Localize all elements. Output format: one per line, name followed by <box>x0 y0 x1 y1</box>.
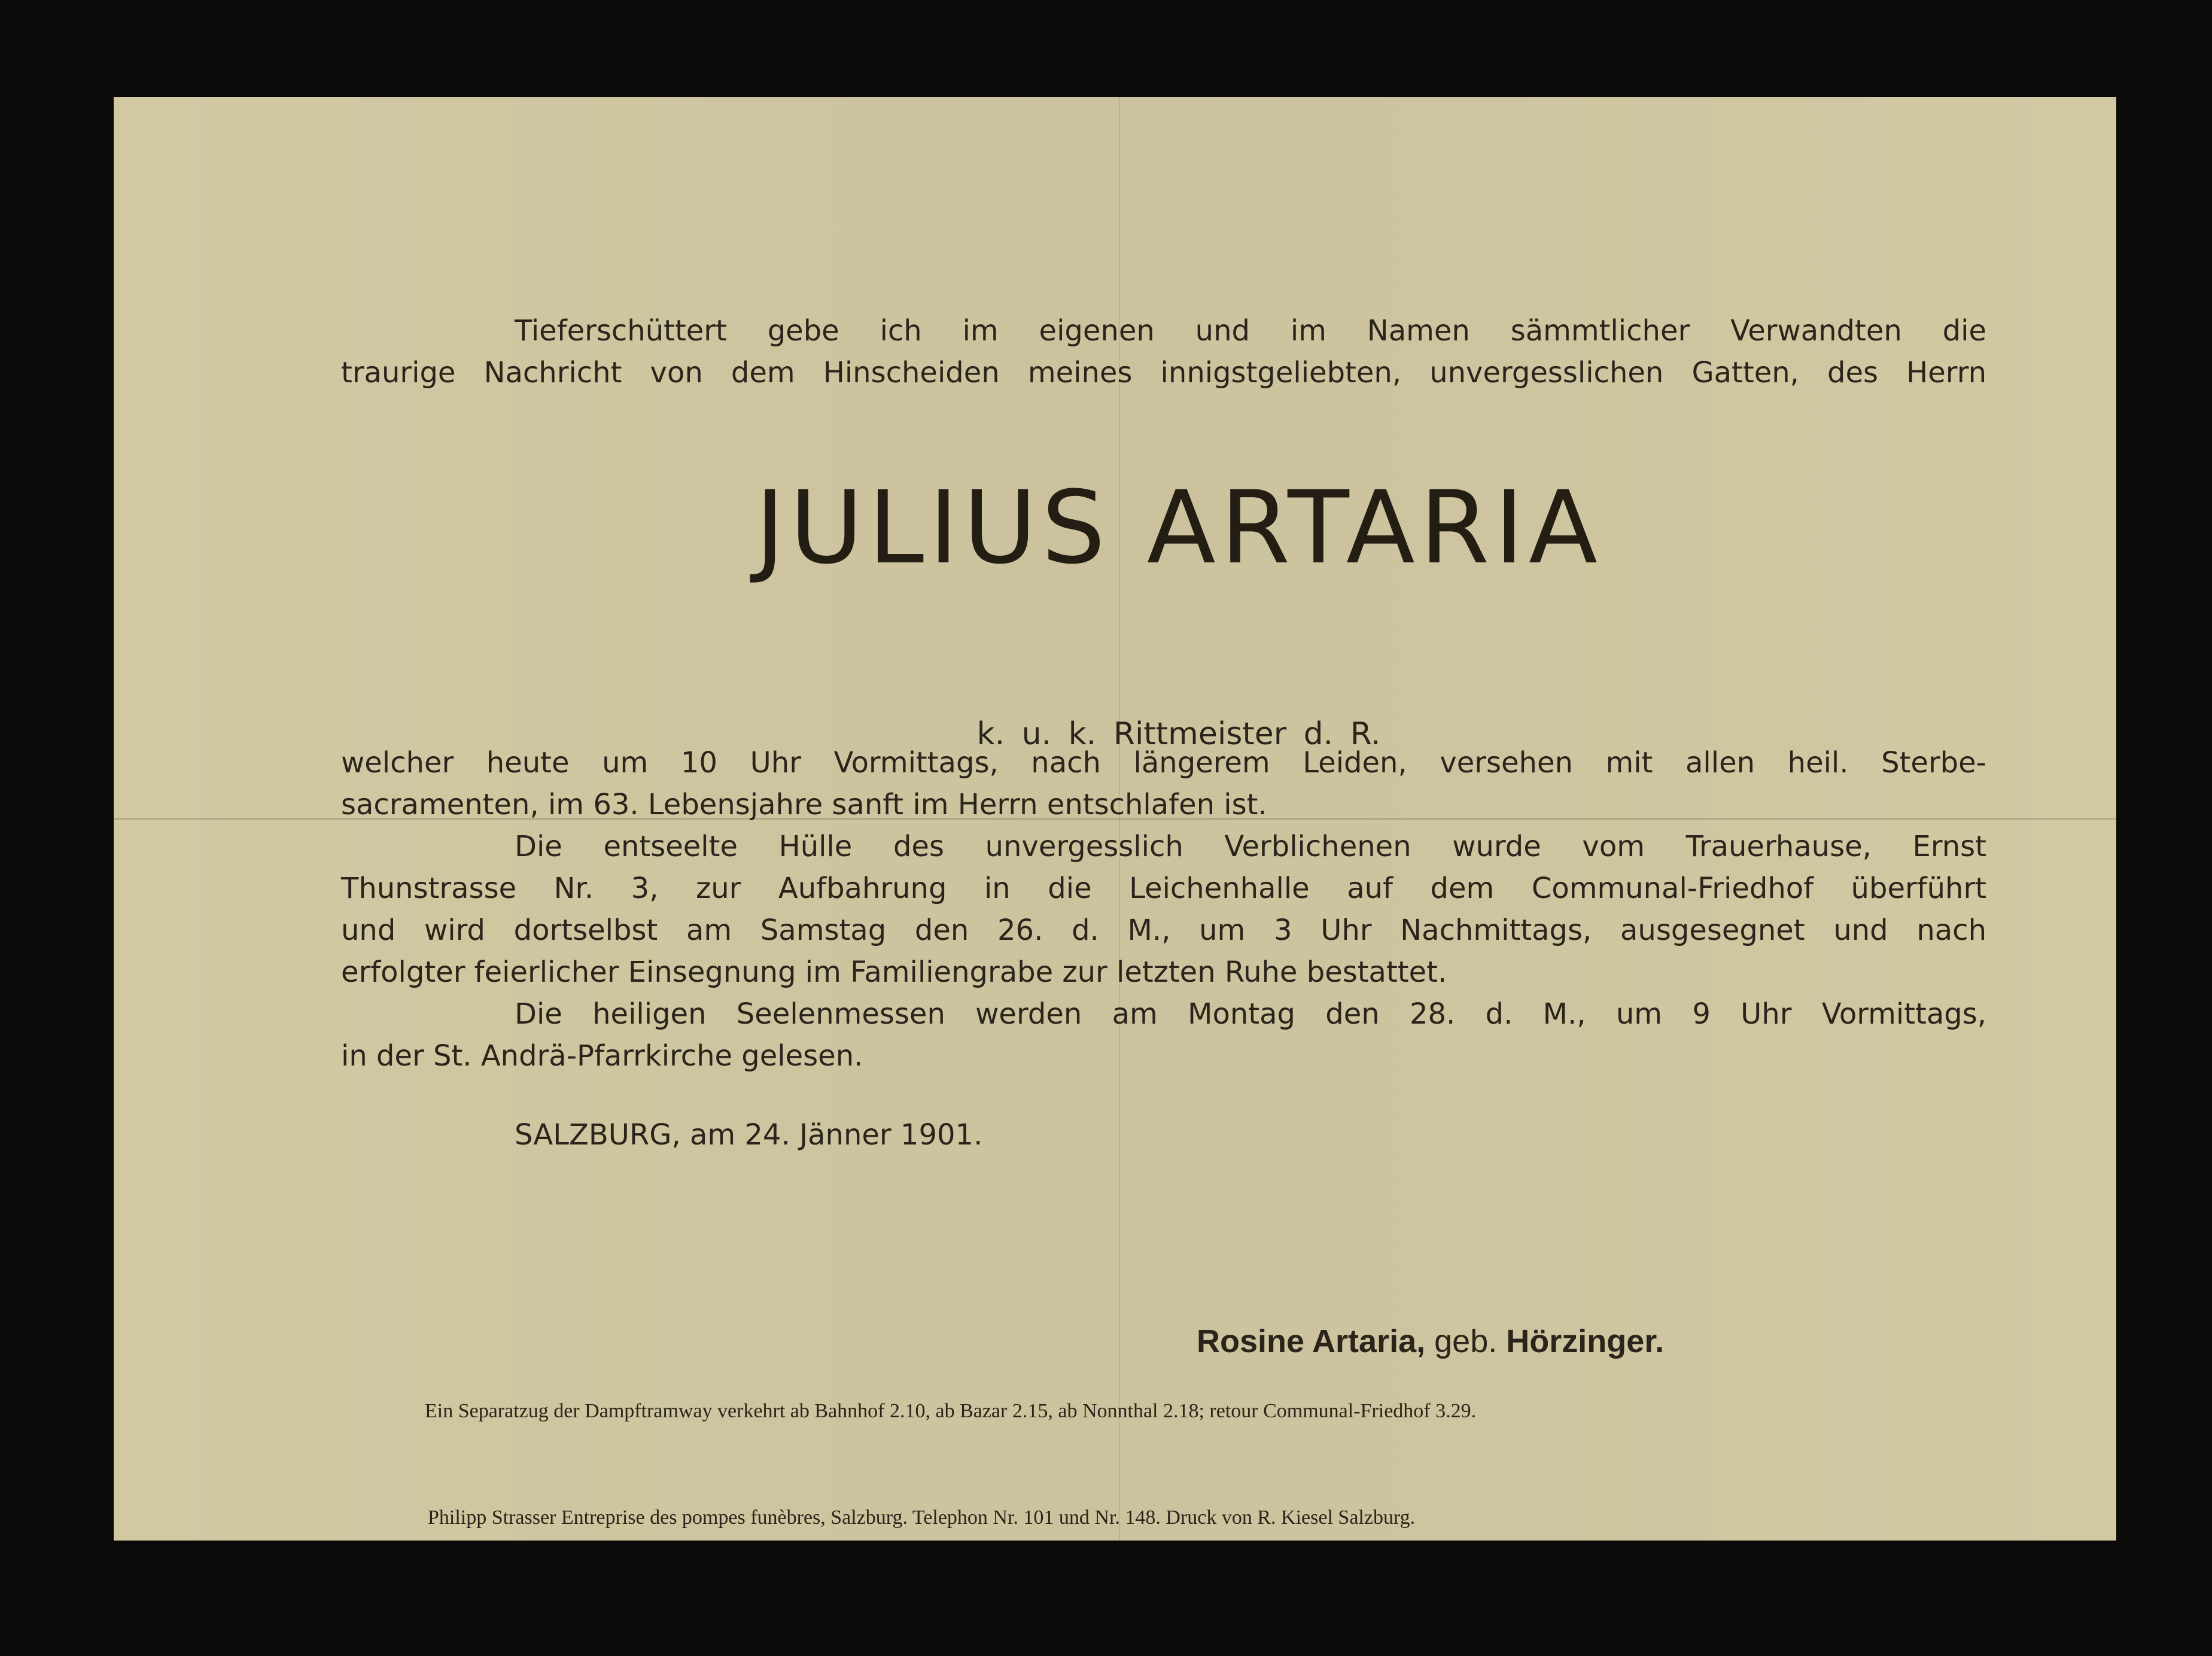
tram-note: Ein Separatzug der Dampftramway verkehrt ab Bahnhof 2.10, ab Bazar 2.15, ab Nonnthal 2.18; retour Communal-Friedhof 3.29. <box>425 1400 1477 1422</box>
body-line-3: Die entseelte Hülle des unvergesslich Verblichenen wurde vom Trauerhause, Ernst <box>515 830 1986 863</box>
body-line-2: sacramenten, im 63. Lebensjahre sanft im Herrn entschlafen ist. <box>341 788 1267 821</box>
deceased-name: JULIUS ARTARIA <box>755 469 1602 586</box>
signature-middle: geb. <box>1425 1323 1507 1359</box>
signature <box>1197 1317 1664 1365</box>
place-date: SALZBURG, am 24. Jänner 1901. <box>515 1118 983 1152</box>
body-line-5: und wird dortselbst am Samstag den 26. d. M., um 3 Uhr Nachmittags, ausgesegnet und nach <box>341 914 1986 947</box>
signature-name: Rosine Artaria, <box>1197 1323 1426 1359</box>
funeral-notice-paper <box>114 97 2116 1541</box>
deceased-rank: k. u. k. Rittmeister d. R. <box>976 716 1381 752</box>
intro-line-1: Tieferschüttert gebe ich im eigenen und im Namen sämmtlicher Verwandten die <box>515 314 1986 348</box>
intro-line-2: traurige Nachricht von dem Hinscheiden meines innigstgeliebten, unvergesslichen Gatten, des Herrn <box>341 356 1986 389</box>
body-line-1: welcher heute um 10 Uhr Vormittags, nach längerem Leiden, versehen mit allen heil. Sterbe- <box>341 746 1986 780</box>
body-line-8: in der St. Andrä-Pfarrkirche gelesen. <box>341 1039 863 1073</box>
body-line-7: Die heiligen Seelenmessen werden am Montag den 28. d. M., um 9 Uhr Vormittags, <box>515 997 1986 1031</box>
body-line-6: erfolgter feierlicher Einsegnung im Familiengrabe zur letzten Ruhe bestattet. <box>341 955 1447 989</box>
body-line-4: Thunstrasse Nr. 3, zur Aufbahrung in die Leichenhalle auf dem Communal-Friedhof überführt <box>341 872 1986 905</box>
signature-maiden-name: Hörzinger. <box>1506 1323 1665 1359</box>
printer-note: Philipp Strasser Entreprise des pompes funèbres, Salzburg. Telephon Nr. 101 und Nr. 148. Druck von R. Kiesel Salzburg. <box>428 1506 1416 1529</box>
